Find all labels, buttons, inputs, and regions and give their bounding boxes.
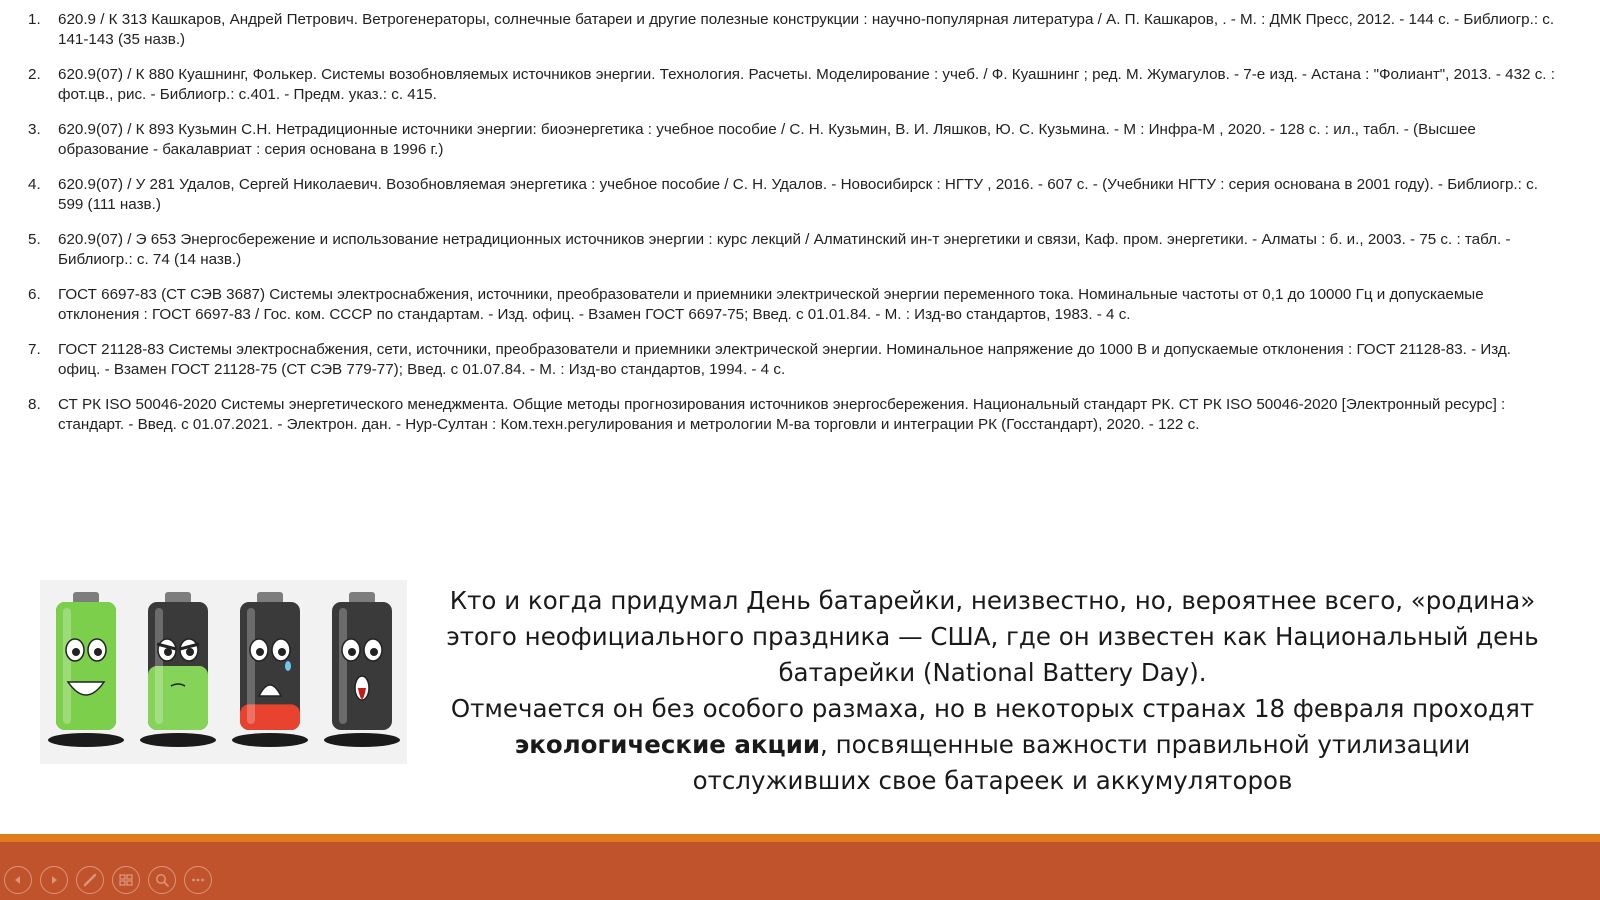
magnifier-icon (154, 872, 170, 888)
item-number: 3. (28, 121, 41, 138)
item-number: 2. (28, 66, 41, 83)
battery-illustration (40, 580, 407, 764)
main-text-block (440, 583, 1545, 799)
battery-highlight (63, 608, 71, 724)
battery-cartoon-picture (40, 580, 407, 764)
item-number: 7. (28, 341, 41, 358)
item-text: 620.9(07) / К 880 Куашнинг, Фолькер. Системы возобновляемых источников энергии. Технология. Расчеты. Моделирование : учеб. / Ф. Куашнинг ; ред. М. Жумагулов. - 7-е изд. - Астана : "Фолиант", 2013. - 432 с. : фот.цв., рис. - Библиогр.: с.401. - Предм. указ.: с. 415. (58, 66, 1555, 103)
bibliography-item (22, 340, 1557, 380)
pupil (72, 648, 80, 656)
paragraph-part: , посвященные важности правильной утилизации отслуживших свое батареек и аккумуляторов (692, 730, 1471, 795)
pupil (278, 648, 286, 656)
bibliography-item (22, 10, 1557, 50)
tear (285, 661, 291, 671)
slideshow-controls (4, 866, 212, 896)
battery-shadow (232, 733, 308, 747)
bibliography-item (22, 120, 1557, 160)
battery-exhausted (324, 592, 400, 747)
pupil (348, 648, 356, 656)
battery-scared (232, 592, 308, 747)
bibliography-item (22, 285, 1557, 325)
bibliography-item (22, 230, 1557, 270)
battery-shadow (324, 733, 400, 747)
all-slides-button[interactable] (112, 866, 140, 894)
item-text: СТ РК ISO 50046-2020 Системы энергетического менеджмента. Общие методы прогнозирования источников энергосбережения. Национальный стандарт РК. СТ РК ISO 50046-2020 [Электронный ресурс] : стандарт. - Введ. с 01.07.2021. - Электрон. дан. - Нур-Султан : Ком.техн.регулирования и метрологии М-ва торговли и интеграции РК (Госстандарт), 2020. - 122 с. (58, 396, 1506, 433)
item-text: ГОСТ 21128-83 Системы электроснабжения, сети, источники, преобразователи и приемники электрической энергии. Номинальное напряжение до 1000 В и допускаемые отклонения : ГОСТ 21128-83. - Изд. офиц. - Взамен ГОСТ 21128-75 (СТ СЭВ 779-77); Введ. с 01.07.84. - М. : Изд-во стандартов, 1994. - 4 с. (58, 341, 1511, 378)
item-number: 5. (28, 231, 41, 248)
battery-tired (140, 592, 216, 747)
battery-highlight (247, 608, 255, 724)
pupil (186, 648, 194, 656)
item-text: 620.9(07) / К 893 Кузьмин С.Н. Нетрадиционные источники энергии: биоэнергетика : учебное пособие / С. Н. Кузьмин, В. И. Ляшков, Ю. С. Кузьмина. - М : Инфра-М , 2020. - 128 с. : ил., табл. - (Высшее образование - бакалавриат : серия основана в 1996 г.) (58, 121, 1476, 158)
bibliography-item (22, 65, 1557, 105)
pupil (164, 648, 172, 656)
bibliography-list (22, 10, 1557, 450)
ellipsis-icon (190, 872, 206, 888)
pupil (256, 648, 264, 656)
next-slide-button[interactable] (40, 866, 68, 894)
footer-band (0, 842, 1600, 900)
pen-icon (82, 872, 98, 888)
pen-button[interactable] (76, 866, 104, 894)
battery-highlight (155, 608, 163, 724)
eco-actions-bold: экологические акции (514, 730, 821, 759)
zoom-button[interactable] (148, 866, 176, 894)
item-number: 8. (28, 396, 41, 413)
battery-shadow (140, 733, 216, 747)
battery-happy (48, 592, 124, 747)
pupil (370, 648, 378, 656)
item-number: 1. (28, 11, 41, 28)
paragraph-part: Отмечается он без особого размаха, но в некоторых странах 18 февраля проходят (450, 694, 1535, 723)
paragraph-celebration (440, 691, 1545, 799)
bibliography-item (22, 395, 1557, 435)
paragraph-origin: Кто и когда придумал День батарейки, неизвестно, но, вероятнее всего, «родина» этого неофициального праздника — США, где он известен как Национальный день батарейки (National Battery Day). (446, 586, 1539, 687)
pupil (94, 648, 102, 656)
orange-accent-stripe (0, 834, 1600, 842)
item-text: ГОСТ 6697-83 (СТ СЭВ 3687) Системы электроснабжения, источники, преобразователи и приемники электрической энергии переменного тока. Номинальные частоты от 0,1 до 10000 Гц и допускаемые отклонения : ГОСТ 6697-83 / Гос. ком. СССР по стандартам. - Изд. офиц. - Взамен ГОСТ 6697-75; Введ. с 01.01.84. - М. : Изд-во стандартов, 1983. - 4 с. (58, 286, 1484, 323)
battery-shadow (48, 733, 124, 747)
arrow-right-icon (48, 874, 60, 886)
grid-icon (118, 872, 134, 888)
item-number: 4. (28, 176, 41, 193)
arrow-left-icon (12, 874, 24, 886)
item-text: 620.9(07) / У 281 Удалов, Сергей Николаевич. Возобновляемая энергетика : учебное пособие / С. Н. Удалов. - Новосибирск : НГТУ , 2016. - 607 с. - (Учебники НГТУ : серия основана в 2001 году). - Библиогр.: с. 599 (111 назв.) (58, 176, 1538, 213)
bibliography-item (22, 175, 1557, 215)
item-text: 620.9 / К 313 Кашкаров, Андрей Петрович. Ветрогенераторы, солнечные батареи и другие полезные конструкции : научно-популярная литература / А. П. Кашкаров, . - М. : ДМК Пресс, 2012. - 144 с. - Библиогр.: с. 141-143 (35 назв.) (58, 11, 1555, 48)
item-text: 620.9(07) / Э 653 Энергосбережение и использование нетрадиционных источников энергии : курс лекций / Алматинский ин-т энергетики и связи, Каф. пром. энергетики. - Алматы : б. и., 2003. - 75 с. : табл. - Библиогр.: с. 74 (14 назв.) (58, 231, 1511, 268)
previous-slide-button[interactable] (4, 866, 32, 894)
item-number: 6. (28, 286, 41, 303)
battery-highlight (339, 608, 347, 724)
more-options-button[interactable] (184, 866, 212, 894)
